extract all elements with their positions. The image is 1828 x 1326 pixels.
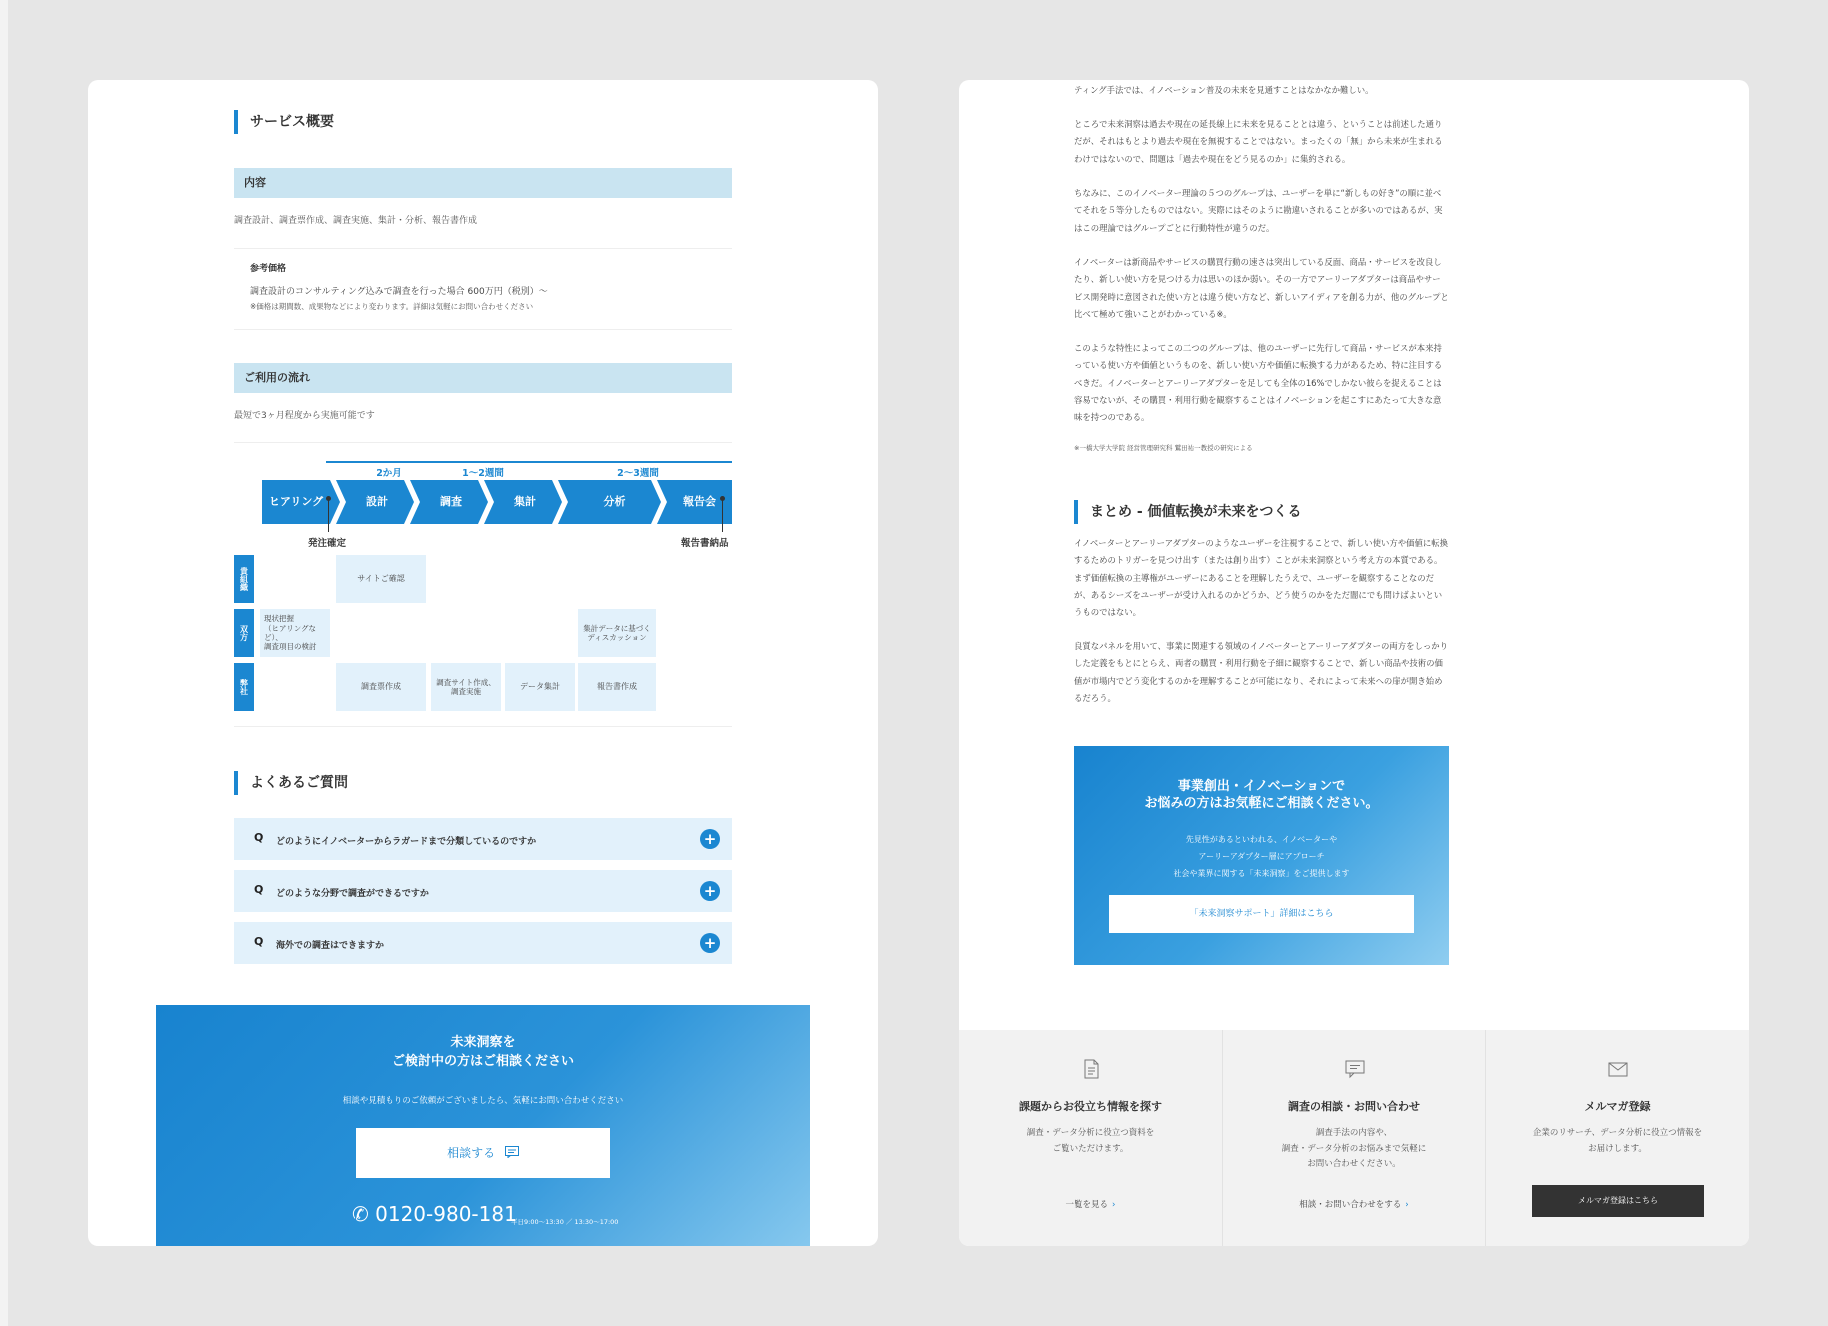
milestone-order: 発注確定 xyxy=(308,538,347,549)
article-paragraph: イノベーターは新商品やサービスの購買行動の速さは突出している反面、商品・サービスを改良したり、新しい使い方を見つける力は思いのほか弱い。その一方でアーリーアダプターは商品やサービス開発時に意図された使い方とは違う使い方など、新しいアイディアを創る力が、他のグループと比べて極めて強いことがわかっている※。 xyxy=(1074,257,1449,319)
summary-paragraph: 良質なパネルを用いて、事業に関連する領域のイノベーターとアーリーアダプターの両方をしっかりした定義をもとにとらえ、両者の購買・利用行動を子細に観察することで、新しい商品や技術の価値が市場内でどう変化するのかを理解することが可能になり、それによって未来への扉が開き始めるだろう。 xyxy=(1074,641,1449,703)
divider xyxy=(234,726,732,727)
faq-item[interactable] xyxy=(234,870,732,912)
page-edge xyxy=(0,0,8,1326)
consultation-cta xyxy=(156,1005,810,1246)
step-label: 調査 xyxy=(440,495,462,508)
cta-subtext: 先見性があるといわれる、イノベーターや xyxy=(1185,835,1338,844)
duration-label: 2か月 xyxy=(376,468,402,479)
footer-column-newsletter xyxy=(1485,1030,1749,1246)
cta-title-line1: 未来洞察を xyxy=(450,1035,516,1050)
chat-icon xyxy=(1344,1058,1366,1080)
duration-label: 1〜2週間 xyxy=(462,468,504,479)
footer-desc: 企業のリサーチ、データ分析に役立つ情報を お届けします。 xyxy=(1532,1128,1703,1154)
plus-icon[interactable]: + xyxy=(700,829,720,849)
contact-link[interactable] xyxy=(1223,1198,1485,1210)
newsletter-signup-button[interactable]: メルマガ登録はこちら xyxy=(1532,1185,1704,1217)
footer-desc: 調査・データ分析に役立つ資料を ご覧いただけます。 xyxy=(1026,1128,1155,1154)
article-page-card xyxy=(959,80,1749,1246)
future-insight-details-button[interactable]: 「未来洞察サポート」詳細はこちら xyxy=(1109,895,1414,933)
role-us: 弊社 xyxy=(234,663,254,711)
service-overview-heading: サービス概要 xyxy=(234,110,334,134)
q-mark: Q xyxy=(254,935,264,948)
footnote: ※一橋大学大学院 経営管理研究科 鷲田祐一教授の研究による xyxy=(1074,444,1253,452)
consult-button[interactable] xyxy=(356,1128,610,1178)
reference-price-box xyxy=(234,248,732,330)
faq-item[interactable] xyxy=(234,922,732,964)
q-mark: Q xyxy=(254,831,264,844)
chat-icon xyxy=(505,1146,519,1158)
q-mark: Q xyxy=(254,883,264,896)
footer-links xyxy=(959,1030,1749,1246)
step-label: 分析 xyxy=(603,495,626,508)
content-band: 内容 xyxy=(234,168,732,198)
chevron-right-icon: › xyxy=(1405,1200,1409,1210)
step-label: ヒアリング xyxy=(268,495,324,508)
summary-heading: まとめ - 価値転換が未来をつくる xyxy=(1074,500,1302,524)
phone-number[interactable] xyxy=(352,1202,517,1226)
link-label: 相談・お問い合わせをする xyxy=(1299,1200,1402,1210)
divider xyxy=(234,442,732,443)
step-label: 報告会 xyxy=(683,495,716,508)
faq-question: どのようにイノベーターからラガードまで分類しているのですか xyxy=(276,837,537,847)
business-hours: 平日9:00〜13:30 ／ 13:30〜17:00 xyxy=(511,1218,619,1226)
flow-band: ご利用の流れ xyxy=(234,363,732,393)
innovation-cta xyxy=(1074,746,1449,965)
milestone-tick xyxy=(722,498,723,532)
cta-title-line2: お悩みの方はお気軽にご相談ください。 xyxy=(1144,796,1379,811)
price-title: 参考価格 xyxy=(250,264,287,274)
document-icon xyxy=(1080,1058,1102,1080)
price-note: ※価格は期間数、成果物などにより変わります。詳細は気軽にお問い合わせください xyxy=(250,302,534,311)
faq-question: どのような分野で調査ができるですか xyxy=(276,889,429,899)
task-site-confirm: サイトご確認 xyxy=(336,555,426,603)
task-survey-site: 調査サイト作成、 調査実施 xyxy=(431,663,501,711)
task-discussion: 集計データに基づく ディスカッション xyxy=(578,609,656,657)
step-label: 集計 xyxy=(514,495,536,508)
cta-title xyxy=(1074,778,1449,812)
consult-button-label: 相談する xyxy=(447,1146,496,1160)
cta-title-line1: 事業創出・イノベーションで xyxy=(1177,779,1346,794)
view-list-link[interactable] xyxy=(959,1198,1222,1210)
service-page-card xyxy=(88,80,878,1246)
footer-title: メルマガ登録 xyxy=(1584,1100,1651,1113)
cta-title-line2: ご検討中の方はご相談ください xyxy=(391,1054,574,1069)
article-paragraph: ところで未来洞察は過去や現在の延長線上に未来を見ることとは違う、ということは前述した通りだが、それはもとより過去や現在を無視することではない。まったくの「無」から未来が生まれるわけではないので、問題は「過去や現在をどう見るのか」に集約される。 xyxy=(1074,119,1443,164)
plus-icon[interactable]: + xyxy=(700,881,720,901)
cta-title xyxy=(156,1033,810,1071)
faq-question: 海外での調査はできますか xyxy=(276,941,385,951)
milestone-tick xyxy=(328,498,329,532)
mail-icon xyxy=(1607,1058,1629,1080)
timeline-line xyxy=(326,461,732,463)
cta-subtext: アーリーアダプター層にアプローチ xyxy=(1198,852,1325,861)
cta-subtext: 相談や見積もりのご依頼がございましたら、気軽にお問い合わせください xyxy=(342,1096,624,1106)
faq-item[interactable] xyxy=(234,818,732,860)
article-paragraph: ちなみに、このイノベーター理論の５つのグループは、ユーザーを単に“新しもの好き”の順に並べてそれを５等分したものではない。実際にはそのように勘違いされることが多いのではあるが、実はこの理論ではグループごとに行動特性が違うのだ。 xyxy=(1074,188,1443,233)
cta-subtext: 社会や業界に関する「未来洞察」をご提供します xyxy=(1173,869,1350,878)
step-label: 設計 xyxy=(366,495,388,508)
task-report: 報告書作成 xyxy=(578,663,656,711)
footer-title: 調査の相談・お問い合わせ xyxy=(1288,1100,1420,1113)
summary-paragraph: イノベーターとアーリーアダプターのようなユーザーを注視することで、新しい使い方や価値に転換するためのトリガーを見つけ出す（または創り出す）ことが未来洞察という考え方の本質である。まず価値転換の主導権がユーザーにあることを理解したうえで、ユーザーを観察することなのだが、あるシーズをユーザーが受け入れるのかどうか、どう使うのかをただ闇にでも問けばよいというものではない。 xyxy=(1074,538,1449,618)
flow-text: 最短で3ヶ月程度から実施可能です xyxy=(234,411,375,421)
price-line: 調査設計のコンサルティング込みで調査を行った場合 600万円（税別）～ xyxy=(250,287,548,297)
phone-number-text: 0120-980-181 xyxy=(375,1202,517,1226)
role-client: 貴組織 xyxy=(234,555,254,603)
role-both: 双方 xyxy=(234,609,254,657)
duration-label: 2〜3週間 xyxy=(617,468,659,479)
task-questionnaire: 調査票作成 xyxy=(336,663,426,711)
footer-column-contact xyxy=(1222,1030,1485,1246)
phone-icon: ✆ xyxy=(352,1202,369,1226)
article-paragraph: ティング手法では、イノベーション普及の未来を見通すことはなかなか難しい。 xyxy=(1074,85,1374,95)
plus-icon[interactable]: + xyxy=(700,933,720,953)
footer-title: 課題からお役立ち情報を探す xyxy=(1019,1100,1162,1113)
faq-heading: よくあるご質問 xyxy=(234,771,348,795)
footer-column-resources xyxy=(959,1030,1222,1246)
link-label: 一覧を見る xyxy=(1065,1200,1109,1210)
milestone-report: 報告書納品 xyxy=(681,538,729,549)
content-text: 調査設計、調査票作成、調査実施、集計・分析、報告書作成 xyxy=(234,216,478,226)
task-data-count: データ集計 xyxy=(505,663,575,711)
article-paragraph: このような特性によってこの二つのグループは、他のユーザーに先行して商品・サービスが本来持っている使い方や価値というものを、新しい使い方や価値に転換する力があるため、特に注目するべきだ。イノベーターとアーリーアダプターを足しても全体の16%でしかない彼らを捉えることは容易でないが、その購買・利用行動を観察することはイノベーションを起こすにあたって大きな意味を持つのである。 xyxy=(1074,343,1443,423)
footer-desc: 調査手法の内容や、 調査・データ分析のお悩みまで気軽に お問い合わせください。 xyxy=(1281,1128,1427,1169)
chevron-right-icon: › xyxy=(1112,1200,1116,1210)
task-current-status: 現状把握 （ヒアリングなど）、 調査項目の検討 xyxy=(260,609,330,657)
